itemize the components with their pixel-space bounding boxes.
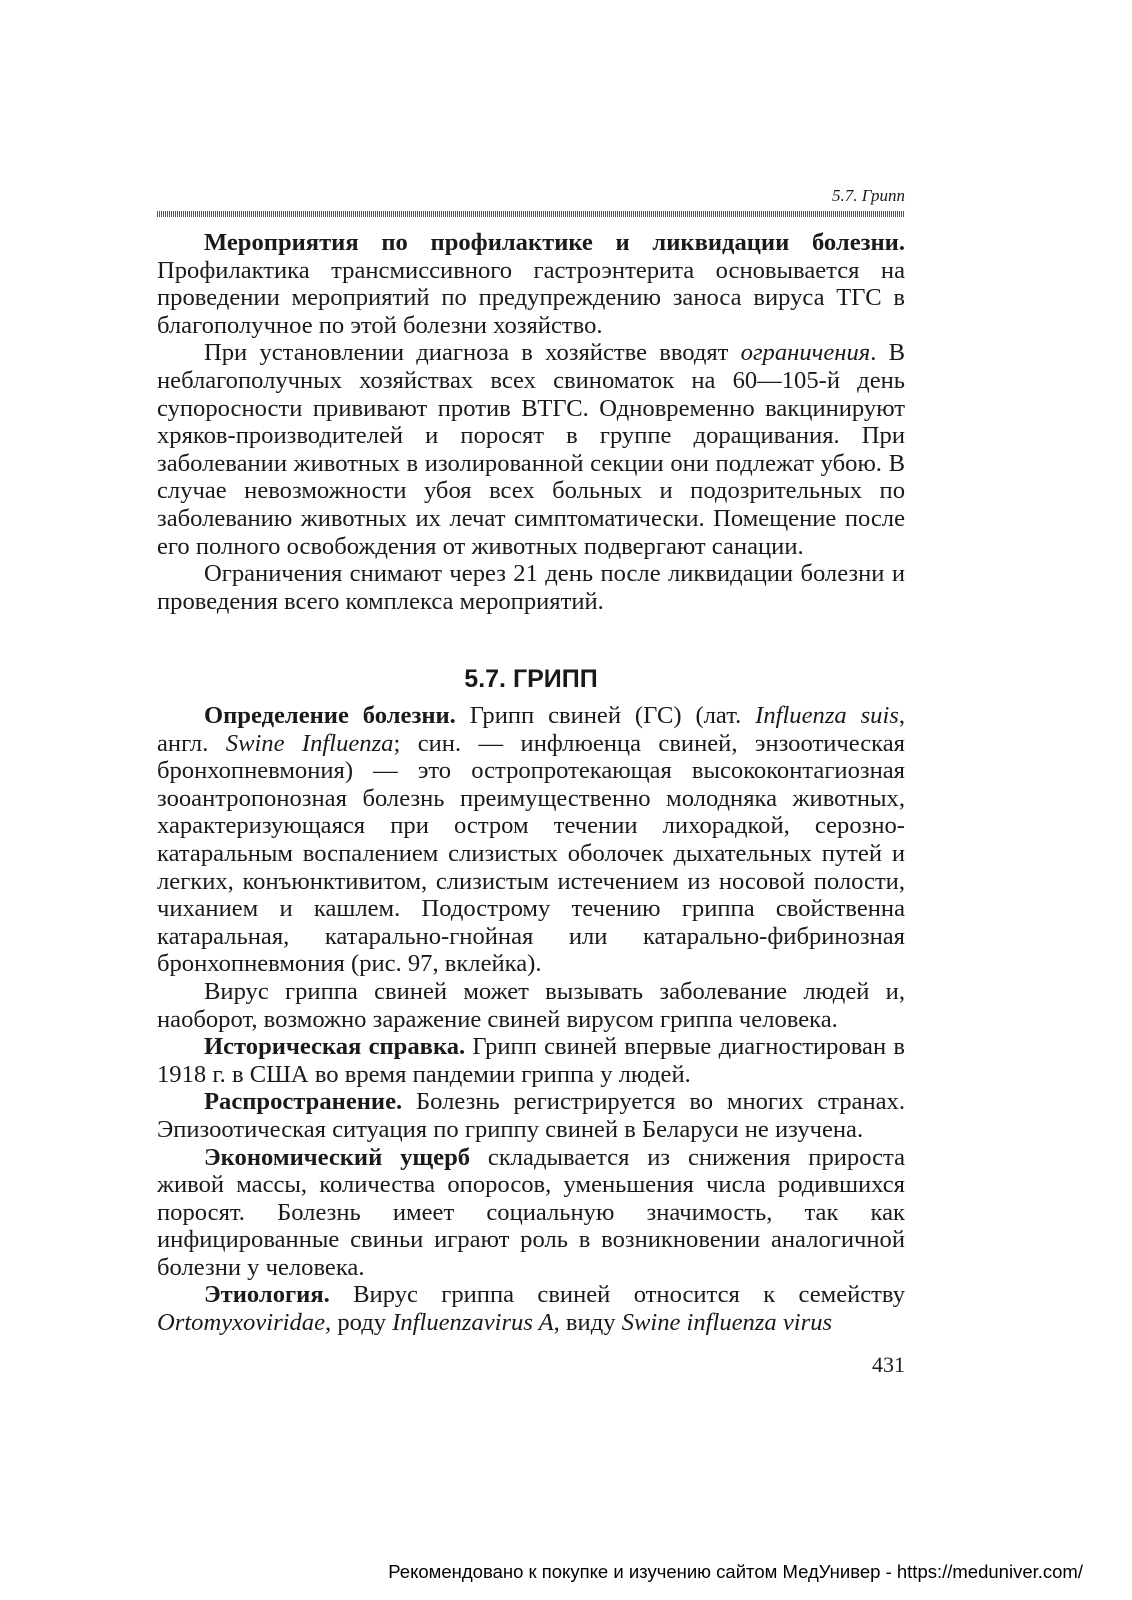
section-heading: 5.7. ГРИПП <box>464 665 598 693</box>
bold-heading: Этиология. <box>204 1281 330 1309</box>
footer-recommendation: Рекомендовано к покупке и изучению сайтом МедУнивер - https://meduniver.com/ <box>388 1561 1083 1582</box>
text-block-lower <box>157 702 905 1337</box>
bold-heading: Историческая справка. <box>204 1033 466 1061</box>
italic-term: ограничения <box>740 339 871 367</box>
bold-heading: Определение болезни. <box>204 702 456 729</box>
running-head: 5.7. Грипп <box>832 186 905 205</box>
paragraph-restrictions: При установлении диагноза в хозяйстве вводят ограничения. В неблагополучных хозяйствах всех свиноматок на 60—105-й день супоросности прививают против ВТГС. Одновременно вакцинируют хряков-производителей и поросят в группе доращивания. При заболевании животных в изолированной секции они подлежат убою. В случае невозможности убоя всех больных и подозрительных по заболеванию животных их лечат симптоматически. Помещение после его полного освобождения от животных подвергают санации. <box>157 339 905 560</box>
page-number: 431 <box>872 1352 905 1377</box>
italic-term: Swine Influenza <box>225 729 394 757</box>
header-rule <box>157 211 905 217</box>
paragraph-distribution: Распространение. Болезнь регистрируется во многих странах. Эпизоотическая ситуация по гриппу свиней в Беларуси не изучена. <box>157 1088 905 1143</box>
paragraph-history: Историческая справка. Грипп свиней впервые диагностирован в 1918 г. в США во время пандемии гриппа у людей. <box>157 1033 905 1088</box>
paragraph-lifting: Ограничения снимают через 21 день после ликвидации болезни и проведения всего комплекса мероприятий. <box>157 560 905 615</box>
bold-heading: Распространение. <box>204 1088 403 1116</box>
paragraph-etiology: Этиология. Вирус гриппа свиней относится к семейству Ortomyxoviridae, роду Influenzavirus A, виду Swine influenza virus <box>157 1281 905 1337</box>
italic-term: Influenza suis <box>755 702 899 729</box>
italic-term: Influenzavirus A <box>392 1309 554 1337</box>
paragraph-human-infection: Вирус гриппа свиней может вызывать заболевание людей и, наоборот, возможно заражение свиней вирусом гриппа человека. <box>157 977 905 1033</box>
italic-term: Ortomyxoviridae, <box>157 1309 332 1337</box>
bold-heading: Экономический ущерб <box>204 1143 471 1171</box>
text-block-upper <box>157 229 905 615</box>
italic-term: Swine influenza virus <box>621 1309 833 1337</box>
paragraph-economic-damage: Экономический ущерб складывается из снижения прироста живой массы, количества опоросов, уменьшения числа родившихся поросят. Болезнь имеет социальную значимость, так как инфицированные свиньи играют роль в возникновении аналогичной болезни у человека. <box>157 1143 905 1281</box>
bold-heading: Мероприятия по профилактике и ликвидации болезни. <box>204 229 905 256</box>
paragraph-prevention: Мероприятия по профилактике и ликвидации болезни. Профилактика трансмиссивного гастроэнтерита основывается на проведении мероприятий по предупреждению заноса вируса ТГС в благополучное по этой болезни хозяйство. <box>157 229 905 339</box>
paragraph-definition: Определение болезни. Грипп свиней (ГС) (лат. Influenza suis, англ. Swine Influenza; син. — инфлюенца свиней, энзоотическая бронхопневмония) — это остропротекающая высококонтагиозная зооантропонозная болезнь преимущественно молодняка животных, характеризующаяся при остром течении лихорадкой, серозно-катаральным воспалением слизистых оболочек дыхательных путей и легких, конъюнктивитом, слизистым истечением из носовой полости, чиханием и кашлем. Подострому течению гриппа свойственна катаральная, катарально-гнойная или катарально-фибринозная бронхопневмония (рис. 97, вклейка). <box>157 702 906 978</box>
